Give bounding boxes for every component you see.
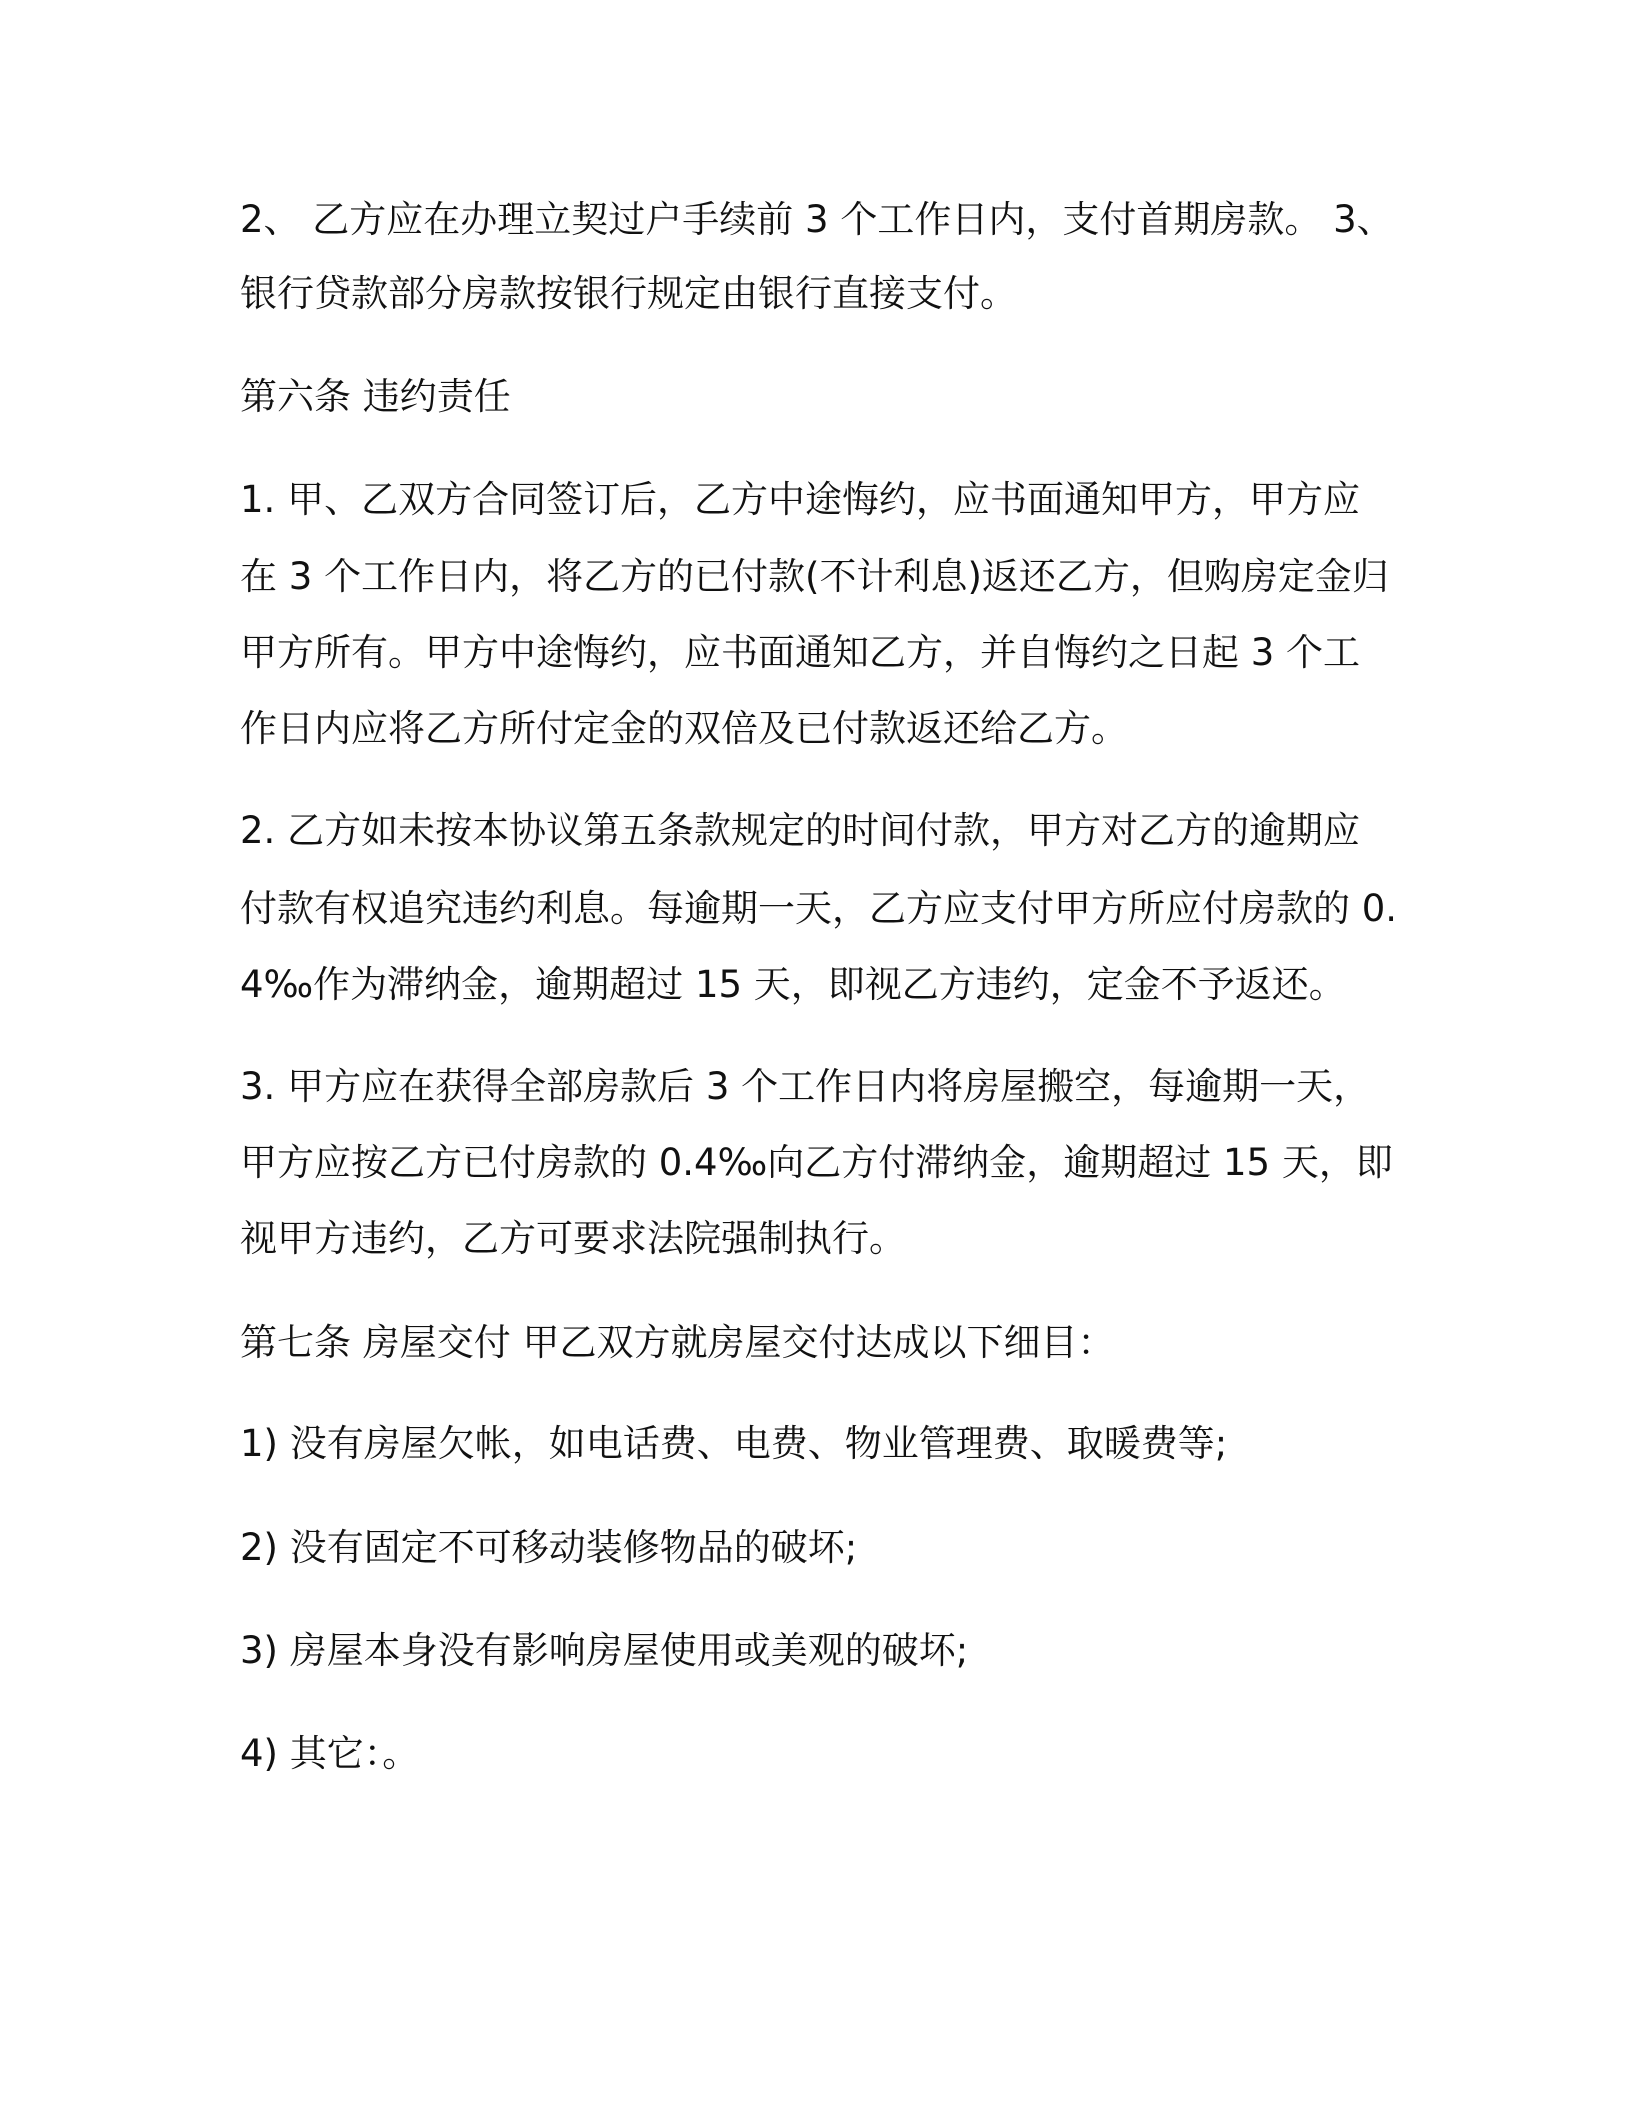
article-7-heading: 第七条 房屋交付 甲乙双方就房屋交付达成以下细目： — [240, 1321, 1115, 1364]
payment-clause-2-line-2: 银行贷款部分房款按银行规定由银行直接支付。 — [240, 272, 1017, 315]
delivery-item-1: 1) 没有房屋欠帐，如电话费、电费、物业管理费、取暖费等; — [240, 1422, 1228, 1465]
breach-clause-1-line-4: 作日内应将乙方所付定金的双倍及已付款返还给乙方。 — [240, 707, 1128, 750]
breach-clause-2-line-1: 2. 乙方如未按本协议第五条款规定的时间付款，甲方对乙方的逾期应 — [240, 809, 1361, 852]
breach-clause-2-line-3: 4‰作为滞纳金，逾期超过 15 天，即视乙方违约，定金不予返还。 — [240, 963, 1346, 1006]
article-6-heading: 第六条 违约责任 — [240, 375, 511, 418]
breach-clause-1-line-1: 1. 甲、乙双方合同签订后，乙方中途悔约，应书面通知甲方，甲方应 — [240, 478, 1361, 521]
breach-clause-3-line-2: 甲方应按乙方已付房款的 0.4‰向乙方付滞纳金，逾期超过 15 天，即 — [240, 1141, 1393, 1184]
payment-clause-2-line-1: 2、 乙方应在办理立契过户手续前 3 个工作日内，支付首期房款。 3、 — [240, 198, 1394, 241]
delivery-item-3: 3) 房屋本身没有影响房屋使用或美观的破坏; — [240, 1629, 969, 1672]
breach-clause-1-line-2: 在 3 个工作日内，将乙方的已付款(不计利息)返还乙方，但购房定金归 — [240, 555, 1389, 598]
breach-clause-2-line-2: 付款有权追究违约利息。每逾期一天，乙方应支付甲方所应付房款的 0. — [240, 887, 1398, 930]
breach-clause-1-line-3: 甲方所有。甲方中途悔约，应书面通知乙方，并自悔约之日起 3 个工 — [240, 631, 1361, 674]
delivery-item-4: 4) 其它：。 — [240, 1732, 420, 1775]
breach-clause-3-line-3: 视甲方违约，乙方可要求法院强制执行。 — [240, 1217, 906, 1260]
delivery-item-2: 2) 没有固定不可移动装修物品的破坏; — [240, 1526, 858, 1569]
breach-clause-3-line-1: 3. 甲方应在获得全部房款后 3 个工作日内将房屋搬空，每逾期一天， — [240, 1065, 1371, 1108]
